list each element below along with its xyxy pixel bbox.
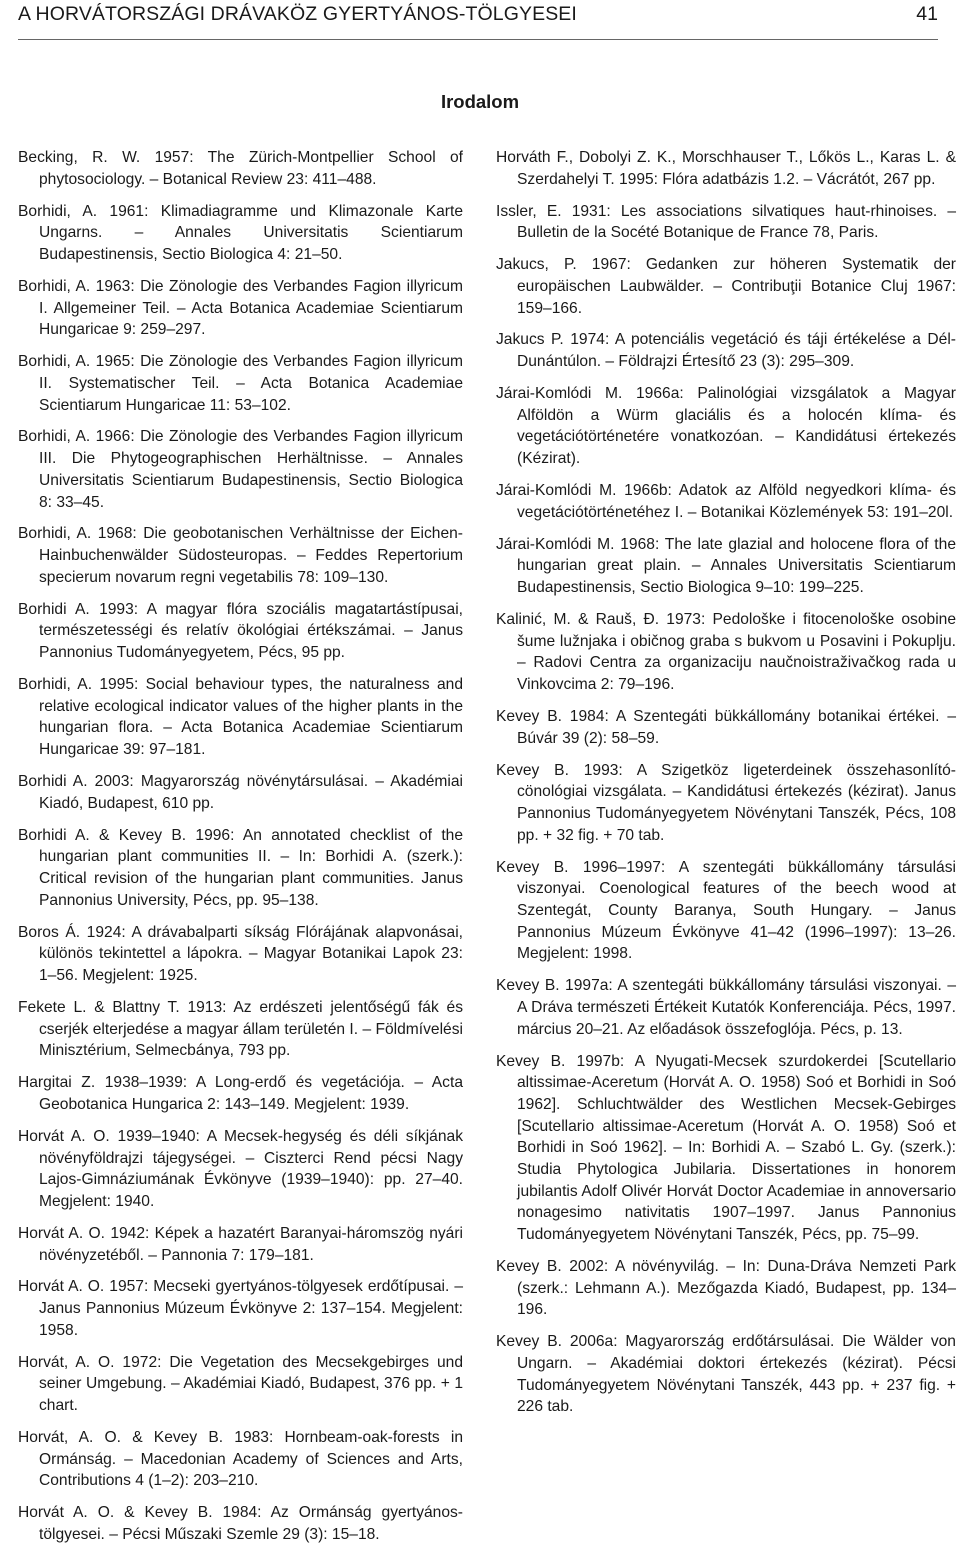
reference-entry: Jakucs, P. 1967: Gedanken zur höheren Systematik der europäischen Laubwälder. – Contribuţii Botanice Cluj 1967: 159–166. [496, 256, 956, 317]
reference-entry: Issler, E. 1931: Les associations silvatiques haut-rhinoises. – Bulletin de la Socété Botanique de France 78, Paris. [496, 202, 956, 242]
reference-entry: Becking, R. W. 1957: The Zürich-Montpellier School of phytosociology. – Botanical Review 23: 411–488. [18, 149, 463, 188]
reference-entry: Fekete L. & Blattny T. 1913: Az erdészeti jelentőségű fák és cserjék elterjedése a magyar állam területén I. – Földmívelési Minisztérium, Selmecbánya, 793 pp. [18, 998, 463, 1060]
reference-entry: Kevey B. 1997b: A Nyugati-Mecsek szurdokerdei [Scutellario altissimae-Aceretum (Horvát A. O. 1958) Soó et Borhidi in Soó 1962]. Schluchtwälder des Westlichen Mecsek-Gebirges [Scutellario altissimae-Aceretum (Horvát A. O. 1958) Soó et Borhidi in Soó 1962]. – In: Borhidi A. – Szabó L. Gy. (szerk.): Studia Phytologica Jubilaria. Dissertationes in honorem jubilantis Adolf Olivér Horvát Doctor Academiae in annoversario nonagesimo nativitatis 1907–1997. Janus Pannonius Tudományegyetem Növénytani Tanszék, Pécs, pp. 75–99. [496, 1052, 956, 1244]
page-header [18, 0, 938, 40]
reference-column-left [18, 147, 463, 1556]
reference-entry: Horvát A. O. 1942: Képek a hazatért Baranyai-háromszög nyári növényzetéből. – Pannonia 7: 179–181. [18, 1224, 463, 1264]
reference-entry: Borhidi, A. 1995: Social behaviour types, the naturalness and relative ecological indicator values of the higher plants in the hungarian flora. – Acta Botanica Academiae Scientiarum Hungaricae 39: 97–181. [18, 676, 463, 759]
reference-entry: Kevey B. 2002: A növényvilág. – In: Duna-Dráva Nemzeti Park (szerk.: Lehmann A.). Mezőgazda Kiadó, Budapest, pp. 134–196. [496, 1258, 956, 1319]
reference-entry: Kevey B. 1997a: A szentegáti bükkállomány társulási viszonyai. – A Dráva természeti Értékeit Kutatók Konferenciája. Pécs, 1997. március 20–21. Az előadások összefoglója. Pécs, p. 13. [496, 977, 956, 1038]
section-title: Irodalom [440, 91, 520, 112]
reference-entry: Boros Á. 1924: A drávabalparti síkság Flórájának alapvonásai, különös tekintettel a lápokra. – Magyar Botanikai Lapok 23: 1–56. Megjelent: 1925. [18, 923, 463, 985]
reference-entry: Borhidi A. 2003: Magyarország növénytársulásai. – Akadémiai Kiadó, Budapest, 610 pp. [18, 773, 463, 812]
reference-entry: Kalinić, M. & Rauš, Đ. 1973: Pedološke i fitocenološke osobine šume lužnjaka i običnog graba s bukvom u Posavini i Pokuplju. – Radovi Centra za organizaciju naučnoistraživačkog rada u Vinkovcima 2: 79–196. [496, 610, 956, 694]
reference-entry: Jakucs P. 1974: A potenciális vegetáció és táji értékelése a Dél-Dunántúlon. – Földrajzi Értesítő 23 (3): 295–309. [496, 331, 956, 371]
reference-entry: Kevey B. 1993: A Szigetköz ligeterdeinek összehasonlító-cönológiai vizsgálata. – Kandidátusi értekezés (kézirat). Janus Pannonius Tudományegyetem Növénytani Tanszék, Pécs, 108 pp. + 32 fig. + 70 tab. [496, 761, 956, 844]
reference-entry: Borhidi A. 1993: A magyar flóra szociális magatartástípusai, természetességi és relatív ökológiai értékszámai. – Janus Pannonius Tudományegyetem, Pécs, 95 pp. [18, 600, 463, 662]
reference-column-right [496, 147, 956, 1428]
page-number: 41 [916, 3, 938, 25]
reference-entry: Horvát, A. O. & Kevey B. 1983: Hornbeam-oak-forests in Ormánság. – Macedonian Academy of Sciences and Arts, Contributions 4 (1–2): 203–210. [18, 1429, 463, 1490]
running-title: A HORVÁTORSZÁGI DRÁVAKÖZ GYERTYÁNOS-TÖLGYESEI [18, 3, 577, 25]
reference-entry: Horvát A. O. & Kevey B. 1984: Az Ormánság gyertyános-tölgyesei. – Pécsi Műszaki Szemle 29 (3): 15–18. [18, 1504, 463, 1544]
reference-entry: Borhidi, A. 1966: Die Zönologie des Verbandes Fagion illyricum III. Die Phytogeographischen Herhältnisse. – Annales Universitatis Scientiarum Budapestinensis, Sectio Biologica 8: 33–45. [18, 428, 463, 511]
reference-entry: Hargitai Z. 1938–1939: A Long-erdő és vegetációja. – Acta Geobotanica Hungarica 2: 143–149. Megjelent: 1939. [18, 1074, 463, 1113]
reference-entry: Járai-Komlódi M. 1966a: Palinológiai vizsgálatok a Magyar Alföldön a Würm glaciális és a holocén klíma- és vegetációtörténetére vonatkozóan. – Kandidátusi értekezés (Kézirat). [496, 385, 956, 468]
reference-entry: Borhidi, A. 1968: Die geobotanischen Verhältnisse der Eichen-Hainbuchenwälder Südosteuropas. – Feddes Repertorium specierum novarum regni vegetabilis 78: 109–130. [18, 525, 463, 586]
reference-entry: Borhidi A. & Kevey B. 1996: An annotated checklist of the hungarian plant communities II. – In: Borhidi A. (szerk.): Critical revision of the hungarian plant communities. Janus Pannonius University, Pécs, pp. 95–138. [18, 826, 463, 909]
reference-entry: Horvát A. O. 1939–1940: A Mecsek-hegység és déli síkjának növényföldrajzi tájegységei. – Ciszterci Rend pécsi Nagy Lajos-Gimnáziumának Évkönyve (1939–1940): pp. 27–40. Megjelent: 1940. [18, 1127, 463, 1210]
reference-entry: Horvát, A. O. 1972: Die Vegetation des Mecsekgebirges und seiner Umgebung. – Akadémiai Kiadó, Budapest, 376 pp. + 1 chart. [18, 1353, 463, 1415]
reference-entry: Kevey B. 1984: A Szentegáti bükkállomány botanikai értékei. – Búvár 39 (2): 58–59. [496, 707, 956, 747]
reference-entry: Borhidi, A. 1965: Die Zönologie des Verbandes Fagion illyricum II. Systematischer Teil. – Acta Botanica Academiae Scientiarum Hungaricae 11: 53–102. [18, 353, 463, 414]
reference-entry: Kevey B. 1996–1997: A szentegáti bükkállomány társulási viszonyai. Coenological features of the beech wood at Szentegát, County Baranya, South Hungary. – Janus Pannonius Múzeum Évkönyve 41–42 (1996–1997): 13–26. Megjelent: 1998. [496, 858, 956, 963]
reference-entry: Járai-Komlódi M. 1966b: Adatok az Alföld negyedkori klíma- és vegetációtörténetéhez I. – Botanikai Közlemények 53: 191–20l. [496, 482, 956, 521]
reference-entry: Kevey B. 2006a: Magyarország erdőtársulásai. Die Wälder von Ungarn. – Akadémiai doktori értekezés (kézirat). Pécsi Tudományegyetem Növénytani Tanszék, 443 pp. + 237 fig. + 226 tab. [496, 1333, 956, 1416]
reference-entry: Járai-Komlódi M. 1968: The late glazial and holocene flora of the hungarian great plain. – Annales Universitatis Scientiarum Budapestinensis, Sectio Biologica 9–10: 199–225. [496, 535, 956, 597]
reference-entry: Horváth F., Dobolyi Z. K., Morschhauser T., Lőkös L., Karas L. & Szerdahelyi T. 1995: Flóra adatbázis 1.2. – Vácrátót, 267 pp. [496, 149, 956, 188]
reference-entry: Borhidi, A. 1963: Die Zönologie des Verbandes Fagion illyricum I. Allgemeiner Teil. – Acta Botanica Academiae Scientiarum Hungaricae 9: 259–297. [18, 277, 463, 339]
reference-entry: Borhidi, A. 1961: Klimadiagramme und Klimazonale Karte Ungarns. – Annales Universitatis Scientiarum Budapestinensis, Sectio Biologica 4: 21–50. [18, 202, 463, 263]
header-divider [18, 39, 938, 40]
reference-entry: Horvát A. O. 1957: Mecseki gyertyános-tölgyesek erdőtípusai. – Janus Pannonius Múzeum Évkönyve 2: 137–154. Megjelent: 1958. [18, 1278, 463, 1339]
